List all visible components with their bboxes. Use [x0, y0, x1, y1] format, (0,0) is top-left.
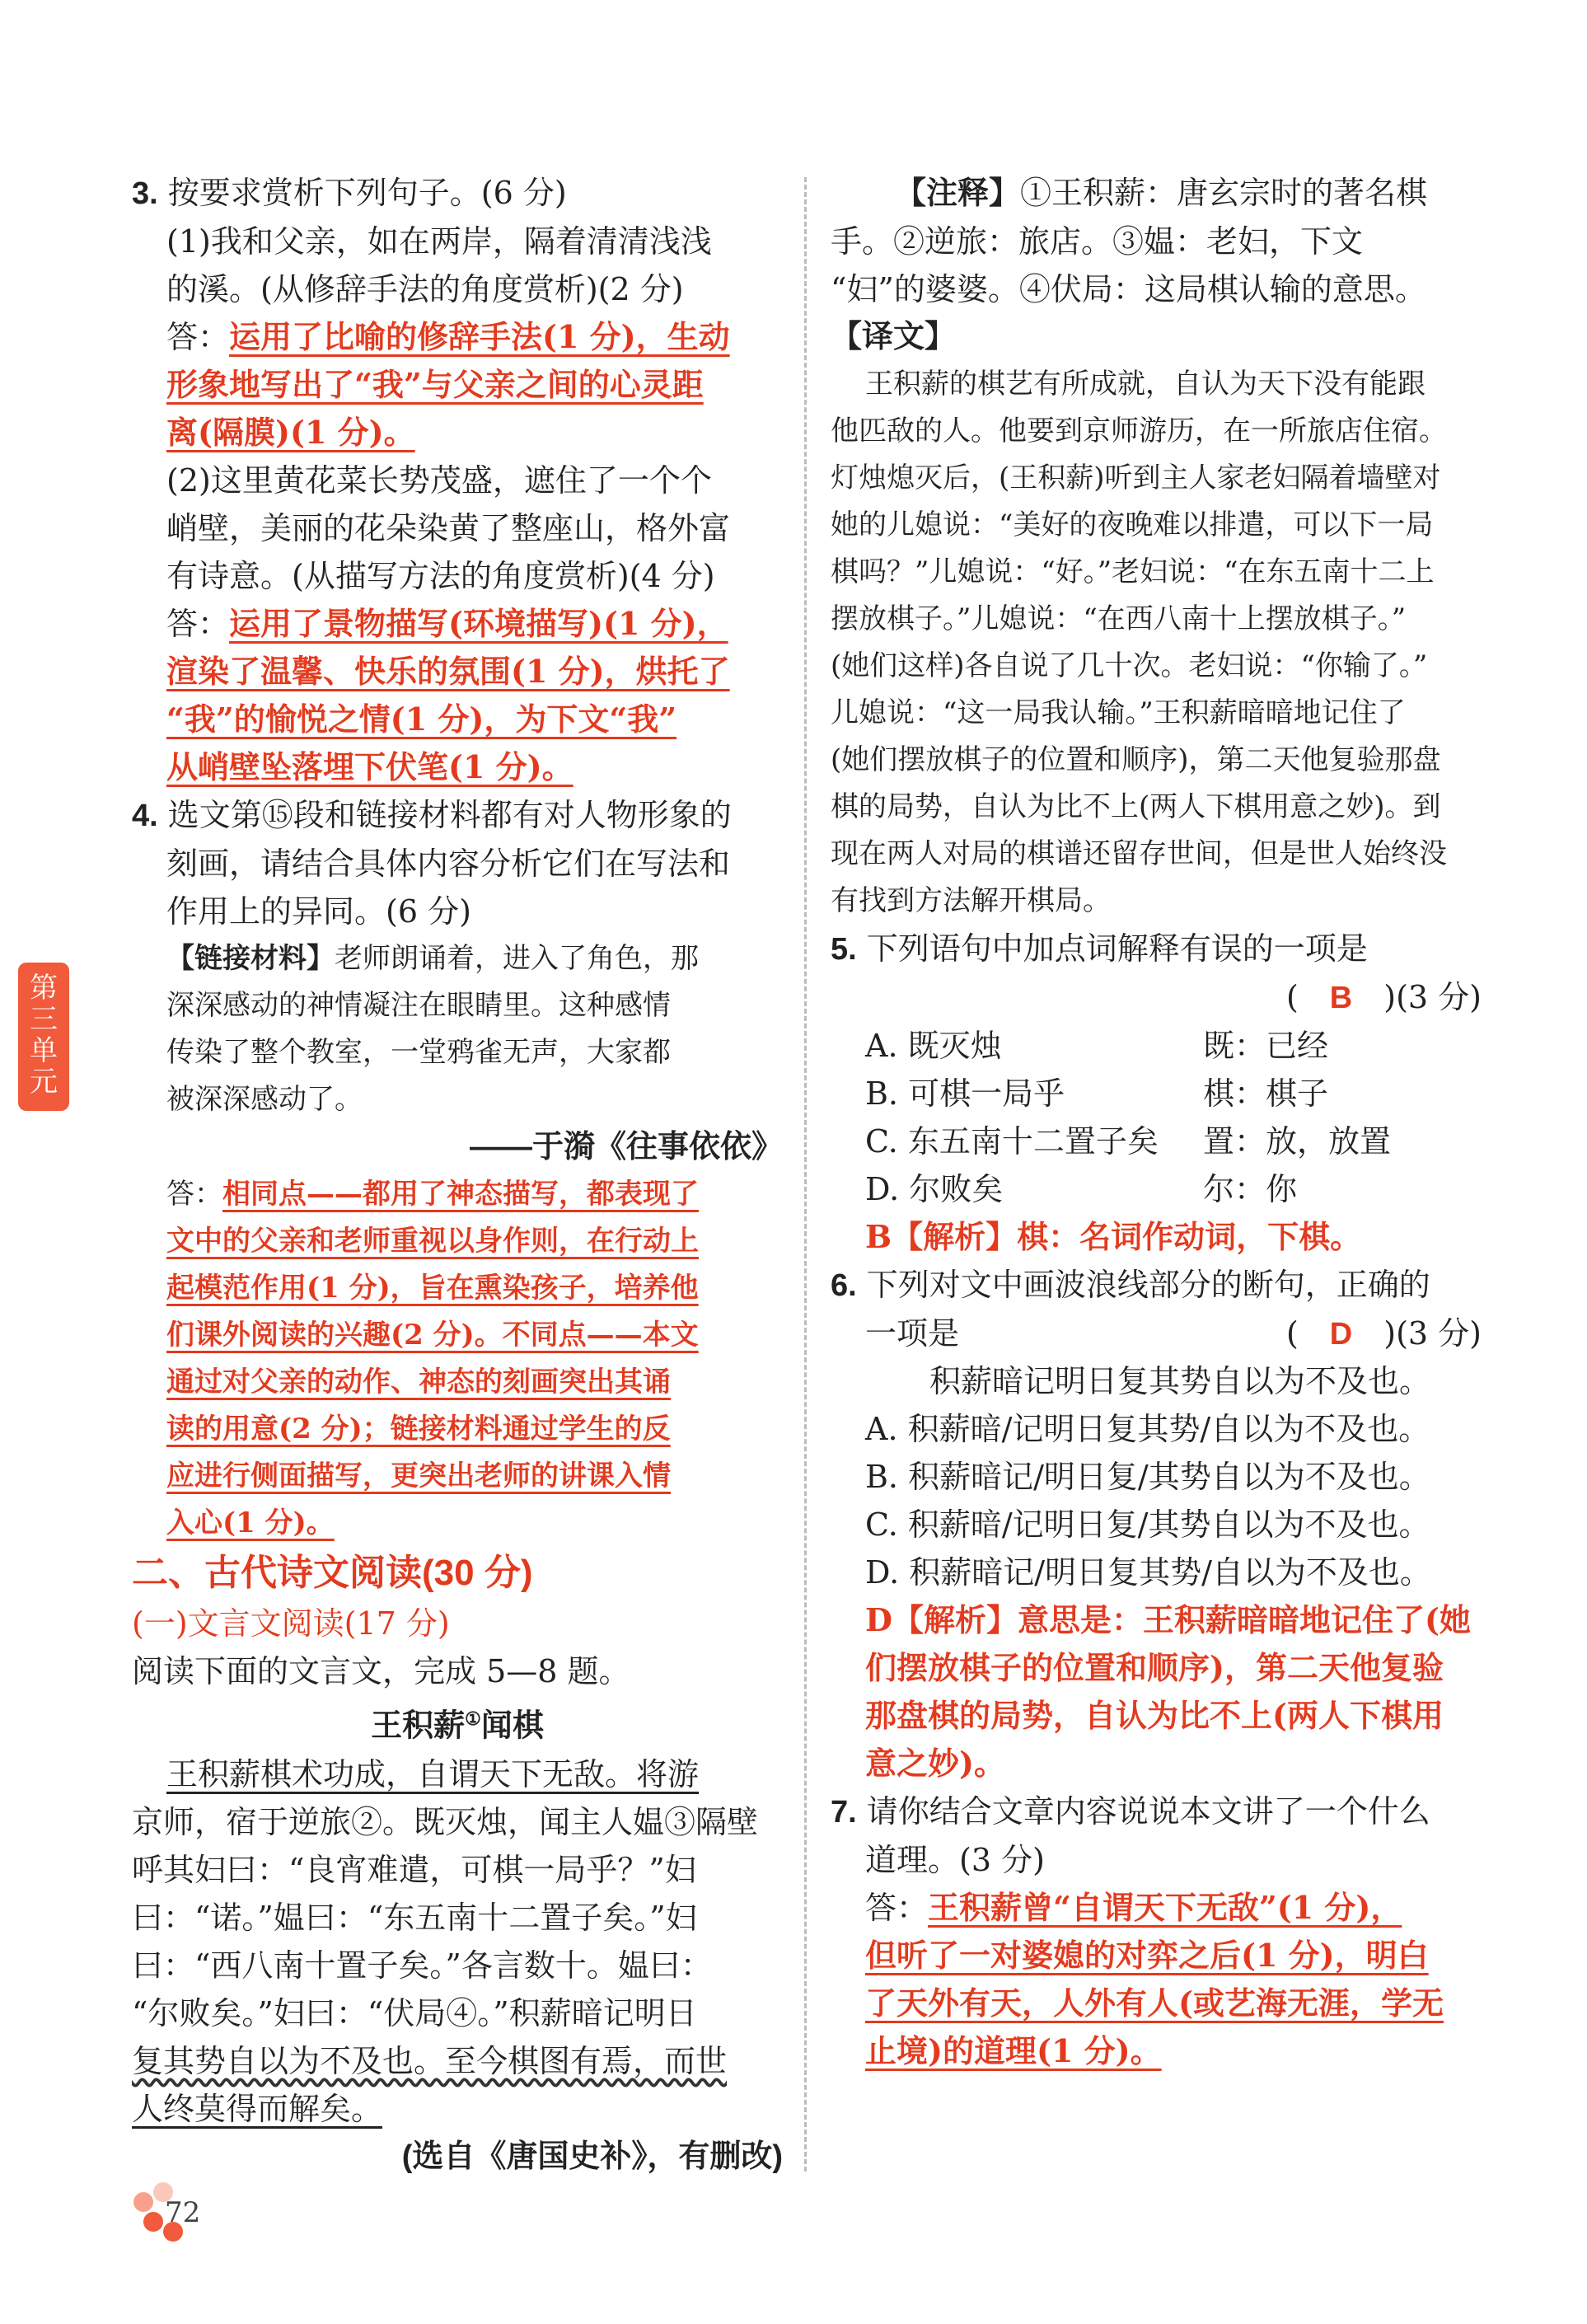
link-material-line2: 深深感动的神情凝注在眼睛里。这种感情 [166, 989, 671, 1022]
q5-option-c-meaning: 置：放，放置 [1203, 1123, 1392, 1160]
q4-answer-line3: 起模范作用(1 分)，旨在熏染孩子，培养他 [166, 1272, 699, 1305]
q4-answer-line2: 文中的父亲和老师重视以身作则，在行动上 [166, 1225, 699, 1258]
q5-answer: B [1329, 981, 1353, 1015]
q3-sub2-line3: 有诗意。(从描写方法的角度赏析)(4 分) [166, 558, 715, 594]
passage-line6: “尔败矣。”妇曰：“伏局④。”积薪暗记明日 [132, 1994, 697, 2031]
q6-stem-line2: 一项是 [865, 1315, 960, 1352]
q4-answer-line6: 读的用意(2 分)；链接材料通过学生的反 [166, 1413, 671, 1445]
q7-stem-line2: 道理。(3 分) [865, 1842, 1045, 1878]
question-4 [132, 791, 783, 1547]
q7-answer-line1: 王积薪曾“自谓天下无敌”(1 分)， [928, 1889, 1402, 1926]
passage-line7: 复其势自以为不及也。至今棋图有焉，而世 [132, 2042, 728, 2079]
unit-tab: 第三单元 [18, 963, 69, 1111]
translation-line2: 他匹敌的人。他要到京师游历，在一所旅店住宿。 [831, 415, 1447, 447]
q4-stem-line2: 刻画，请结合具体内容分析它们在写法和 [166, 846, 731, 882]
translation-line7: (她们这样)各自说了几十次。老妇说：“你输了。” [831, 649, 1428, 682]
translation-line9: (她们摆放棋子的位置和顺序)，第二天他复验那盘 [831, 743, 1441, 776]
passage [132, 1750, 783, 2133]
passage-line8: 人终莫得而解矣。 [132, 2090, 383, 2127]
q6-number: 6. [831, 1268, 857, 1303]
left-column [132, 169, 783, 2181]
q7-answer-line4: 止境)的道理(1 分)。 [865, 2032, 1162, 2069]
q5-option-b: B. 可棋一局乎 [865, 1075, 1065, 1112]
subsection-heading: (一)文言文阅读(17 分) [132, 1605, 450, 1642]
q6-score: (3 分) [1396, 1315, 1482, 1352]
translation-line11: 现在两人对局的棋谱还留存世间，但是世人始终没 [831, 837, 1447, 870]
q6-answer: D [1329, 1317, 1353, 1352]
q5-option-b-meaning: 棋：棋子 [1203, 1075, 1329, 1112]
q5-analysis: B【解析】棋：名词作动词，下棋。 [865, 1218, 1362, 1255]
q7-answer-line3: 了天外有天，人外有人(或艺海无涯，学无 [865, 1984, 1444, 2022]
q6-analysis-line1: D【解析】意思是：王积薪暗暗地记住了(她 [865, 1601, 1471, 1638]
passage-line1: 王积薪棋术功成，自谓天下无敌。将游 [166, 1755, 700, 1792]
right-column [831, 169, 1482, 2075]
q4-answer-line4: 们课外阅读的兴趣(2 分)。不同点——本文 [166, 1319, 699, 1352]
passage-title-note: ① [465, 1708, 481, 1729]
q4-stem-line1: 选文第⑮段和链接材料都有对人物形象的 [167, 797, 732, 833]
passage-title-main: 王积薪 [371, 1708, 466, 1744]
q7-number: 7. [831, 1795, 857, 1830]
q4-stem-line3: 作用上的异同。(6 分) [166, 893, 471, 930]
decor-dot [143, 2212, 163, 2232]
passage-title-end: 闻棋 [480, 1708, 544, 1744]
answer-label: 答： [166, 606, 230, 642]
q5-option-a: A. 既灭烛 [865, 1028, 1002, 1064]
q4-number: 4. [132, 799, 158, 833]
passage-source: (选自《唐国史补》，有删改) [401, 2139, 783, 2174]
passage-title [132, 1695, 783, 1750]
q5-option-d: D. 尔败矣 [865, 1171, 1004, 1207]
translation-line10: 棋的局势，自认为比不上(两人下棋用意之妙)。到 [831, 790, 1441, 823]
question-6: 6. 下列对文中画波浪线部分的断句，正确的 一项是 ( D )(3 分) 积薪暗记明日复其势自以为不及也。 A. 积薪暗/记明日复其势/自以为不及也。 B. 积薪暗记/明日复/其势自以为不及也。 C. 积薪暗/记明日复/其势自以为不及也。 D. 积薪暗记/明日复其势/自以为不及也。 D【解析】意思是：王积薪暗暗地记住了(她 们摆放棋子的位置和顺序)，第二天他复验 那盘棋的局势，自认为比不上(两人下棋用 意之妙)。 [831, 1261, 1482, 1788]
q6-analysis-line4: 意之妙)。 [865, 1745, 1005, 1782]
q6-option-c: C. 积薪暗/记明日复/其势自以为不及也。 [865, 1506, 1430, 1543]
answer-label: 答： [166, 1178, 222, 1211]
q4-answer-line1: 相同点——都用了神态描写，都表现了 [222, 1178, 699, 1211]
notes-line2: 手。②逆旅：旅店。③媪：老妇，下文 [831, 223, 1364, 260]
q5-score: (3 分) [1396, 979, 1482, 1015]
q3-sub2-line2: 峭壁，美丽的花朵染黄了整座山，格外富 [166, 510, 731, 546]
q6-analysis-line3: 那盘棋的局势，自认为比不上(两人下棋用 [865, 1697, 1444, 1734]
q3-answer2-line4: 从峭壁坠落埋下伏笔(1 分)。 [166, 748, 573, 785]
decor-dot [133, 2192, 153, 2212]
q3-sub2-line1: (2)这里黄花菜长势茂盛，遮住了一个个 [166, 462, 712, 499]
q3-answer1-line3: 离(隔膜)(1 分)。 [166, 414, 415, 451]
q3-sub1-line2: 的溪。(从修辞手法的角度赏析)(2 分) [166, 271, 684, 307]
translation-line5: 棋吗？”儿媳说：“好。”老妇说：“在东五南十二上 [831, 555, 1435, 588]
q5-option-d-meaning: 尔：你 [1203, 1171, 1298, 1207]
column-divider [804, 177, 807, 2172]
question-5: 5. 下列语句中加点词解释有误的一项是 ( B )(3 分) A. 既灭烛 既：已经 B. 可棋一局乎 棋：棋子 C. 东五南十二置子矣 置：放，放置 D. 尔败矣 尔：你 B【解析】棋：名词作动词，下棋。 [831, 925, 1482, 1261]
passage-line5: 曰：“西八南十置子矣。”各言数十。媪曰： [132, 1947, 712, 1984]
q5-number: 5. [831, 932, 857, 967]
link-material-line1: 老师朗诵着，进入了角色，那 [335, 942, 699, 975]
translation-line1: 王积薪的棋艺有所成就，自认为天下没有能跟 [865, 368, 1425, 401]
passage-line4: 曰：“诺。”媪曰：“东五南十二置子矣。”妇 [132, 1899, 697, 1936]
q6-option-a: A. 积薪暗/记明日复其势/自以为不及也。 [865, 1411, 1430, 1447]
q3-stem: 按要求赏析下列句子。(6 分) [167, 175, 567, 211]
q3-number: 3. [132, 176, 158, 211]
translation-line6: 摆放棋子。”儿媳说：“在西八南十上摆放棋子。” [831, 602, 1407, 635]
q7-stem-line1: 请你结合文章内容说说本文讲了一个什么 [866, 1793, 1430, 1830]
q5-option-a-meaning: 既：已经 [1203, 1028, 1329, 1064]
link-material-line3: 传染了整个教室，一堂鸦雀无声，大家都 [166, 1036, 671, 1069]
q6-option-b: B. 积薪暗记/明日复/其势自以为不及也。 [865, 1459, 1430, 1495]
link-material-label: 【链接材料】 [166, 943, 335, 974]
translation-label: 【译文】 [831, 320, 957, 354]
q4-answer-line7: 应进行侧面描写，更突出老师的讲课入情 [166, 1460, 671, 1492]
q7-answer-line2: 但听了一对婆媳的对弈之后(1 分)，明白 [865, 1937, 1429, 1974]
translation-line4: 她的儿媳说：“美好的夜晚难以排遣，可以下一局 [831, 508, 1434, 541]
instruction: 阅读下面的文言文，完成 5—8 题。 [132, 1653, 630, 1689]
notes-line1: ①王积薪：唐玄宗时的著名棋 [1020, 175, 1428, 211]
q3-answer1-line2: 形象地写出了“我”与父亲之间的心灵距 [166, 366, 704, 403]
q3-answer2-line1: 运用了景物描写(环境描写)(1 分)， [229, 605, 728, 642]
passage-line2: 京师，宿于逆旅②。既灭烛，闻主人媪③隔壁 [132, 1803, 759, 1840]
translation-line3: 灯烛熄灭后，(王积薪)听到主人家老妇隔着墙壁对 [831, 462, 1441, 494]
q3-answer1-line1: 运用了比喻的修辞手法(1 分)，生动 [229, 318, 730, 355]
translation-line8: 儿媳说：“这一局我认输。”王积薪暗暗地记住了 [831, 696, 1406, 729]
notes-label: 【注释】 [895, 176, 1021, 211]
q6-stem-line1: 下列对文中画波浪线部分的断句，正确的 [866, 1267, 1430, 1303]
q5-option-c: C. 东五南十二置子矣 [865, 1123, 1159, 1160]
q6-analysis-line2: 们摆放棋子的位置和顺序)，第二天他复验 [865, 1649, 1444, 1686]
link-material-source: ——于漪《往事依依》 [469, 1130, 783, 1164]
question-7 [831, 1788, 1482, 2075]
page-number: 72 [165, 2196, 201, 2229]
passage-line3: 呼其妇曰：“良宵难遣，可棋一局乎？”妇 [132, 1851, 696, 1888]
question-3 [132, 169, 783, 791]
q3-sub1-line1: (1)我和父亲，如在两岸，隔着清清浅浅 [166, 223, 712, 260]
link-material-line4: 被深深感动了。 [166, 1083, 363, 1116]
answer-label: 答： [865, 1890, 929, 1926]
q6-sentence: 积薪暗记明日复其势自以为不及也。 [929, 1363, 1431, 1399]
q4-answer-line5: 通过对父亲的动作、神态的刻画突出其诵 [166, 1366, 671, 1399]
q6-option-d: D. 积薪暗记/明日复其势/自以为不及也。 [865, 1554, 1431, 1591]
q3-answer2-line2: 渲染了温馨、快乐的氛围(1 分)，烘托了 [166, 653, 730, 690]
translation [831, 361, 1482, 925]
section-heading: 二、古代诗文阅读(30 分) [132, 1553, 533, 1593]
q4-answer-line8: 入心(1 分)。 [166, 1506, 335, 1539]
notes-line3: “妇”的婆婆。④伏局：这局棋认输的意思。 [831, 271, 1426, 307]
q3-answer2-line3: “我”的愉悦之情(1 分)，为下文“我” [166, 700, 677, 738]
translation-line12: 有找到方法解开棋局。 [831, 884, 1111, 917]
q5-stem: 下列语句中加点词解释有误的一项是 [866, 930, 1368, 967]
answer-label: 答： [166, 319, 230, 355]
